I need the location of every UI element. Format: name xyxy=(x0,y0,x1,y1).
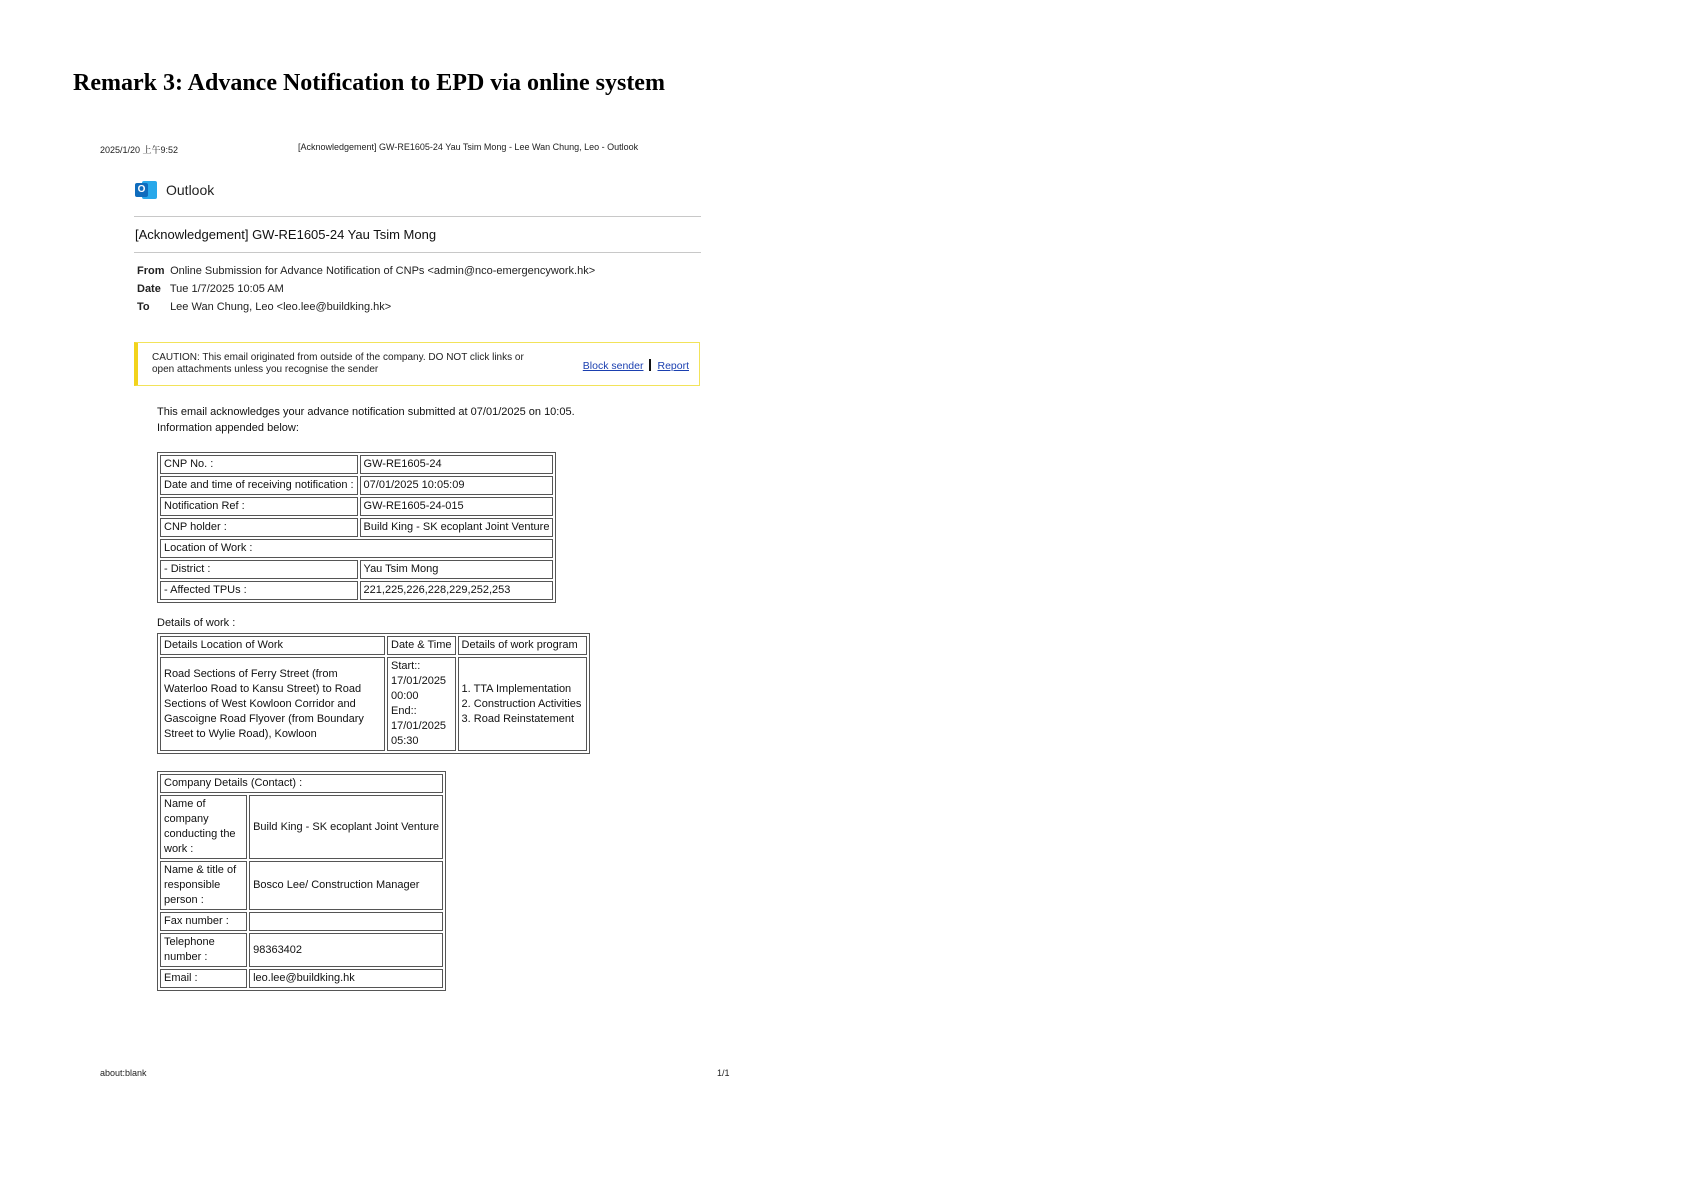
end-date: 17/01/2025 xyxy=(391,720,447,732)
table-cell: CNP holder : xyxy=(160,518,358,537)
table-cell: Build King - SK ecoplant Joint Venture xyxy=(249,795,443,859)
caution-banner xyxy=(134,342,700,386)
table-cell: 98363402 xyxy=(249,933,443,967)
table-cell: Location of Work : xyxy=(160,539,553,558)
email-date-row xyxy=(137,283,284,295)
app-name: Outlook xyxy=(166,182,215,198)
start-time: 00:00 xyxy=(391,690,419,702)
cnp-info-table xyxy=(157,452,556,603)
table-cell: - Affected TPUs : xyxy=(160,581,358,600)
start-date: 17/01/2025 xyxy=(391,675,447,687)
table-row xyxy=(160,560,553,579)
table-cell: leo.lee@buildking.hk xyxy=(249,969,443,988)
body-line: This email acknowledges your advance notification submitted at 07/01/2025 on 10:05. xyxy=(157,406,575,418)
end-label: End:: xyxy=(391,705,417,717)
table-row xyxy=(160,657,587,751)
print-window-title: [Acknowledgement] GW-RE1605-24 Yau Tsim Mong - Lee Wan Chung, Leo - Outlook xyxy=(298,142,639,152)
to-label: To xyxy=(137,301,150,313)
divider xyxy=(134,216,701,217)
from-value: Online Submission for Advance Notification of CNPs <admin@nco-emergencywork.hk> xyxy=(170,265,596,277)
email-from-row xyxy=(137,265,595,277)
start-label: Start:: xyxy=(391,660,421,672)
table-cell: 07/01/2025 10:05:09 xyxy=(360,476,554,495)
to-value: Lee Wan Chung, Leo <leo.lee@buildking.hk> xyxy=(170,301,392,313)
email-body-intro xyxy=(157,404,575,436)
separator xyxy=(649,359,651,371)
table-cell: CNP No. : xyxy=(160,455,358,474)
table-row xyxy=(160,774,443,793)
table-cell: - District : xyxy=(160,560,358,579)
table-cell: Build King - SK ecoplant Joint Venture xyxy=(360,518,554,537)
table-cell: Road Sections of Ferry Street (from Waterloo Road to Kansu Street) to Road Sections of West Kowloon Corridor and Gascoigne Road Flyover (from Boundary Street to Wylie Road), Kowloon xyxy=(160,657,385,751)
table-cell: GW-RE1605-24 xyxy=(360,455,554,474)
table-row xyxy=(160,455,553,474)
table-cell: Email : xyxy=(160,969,247,988)
table-row xyxy=(160,933,443,967)
block-sender-link[interactable]: Block sender xyxy=(582,360,644,372)
table-cell xyxy=(249,912,443,931)
table-cell: Date and time of receiving notification : xyxy=(160,476,358,495)
table-row xyxy=(160,581,553,600)
print-footer-page: 1/1 xyxy=(717,1068,730,1078)
body-line: Information appended below: xyxy=(157,422,299,434)
table-header-row xyxy=(160,636,587,655)
page-title: Remark 3: Advance Notification to EPD via online system xyxy=(73,70,665,96)
table-row xyxy=(160,795,443,859)
table-cell: Telephone number : xyxy=(160,933,247,967)
table-header-cell: Date & Time xyxy=(387,636,456,655)
table-cell: Notification Ref : xyxy=(160,497,358,516)
email-subject: [Acknowledgement] GW-RE1605-24 Yau Tsim Mong xyxy=(135,227,437,242)
print-timestamp: 2025/1/20 上午9:52 xyxy=(100,145,179,155)
table-row xyxy=(160,476,553,495)
table-cell: Company Details (Contact) : xyxy=(160,774,443,793)
table-cell xyxy=(387,657,456,751)
print-footer-url: about:blank xyxy=(100,1068,147,1078)
date-value: Tue 1/7/2025 10:05 AM xyxy=(169,283,284,295)
table-cell: Bosco Lee/ Construction Manager xyxy=(249,861,443,910)
table-cell: Yau Tsim Mong xyxy=(360,560,554,579)
table-row xyxy=(160,518,553,537)
caution-text: CAUTION: This email originated from outside of the company. DO NOT click links or open attachments unless you recognise the sender xyxy=(152,352,524,375)
table-cell: Name of company conducting the work : xyxy=(160,795,247,859)
from-label: From xyxy=(137,265,165,277)
table-row xyxy=(160,969,443,988)
email-to-row xyxy=(137,301,391,313)
work-details-heading: Details of work : xyxy=(157,617,236,629)
outlook-brand xyxy=(135,180,214,200)
table-cell: Name & title of responsible person : xyxy=(160,861,247,910)
table-cell: Fax number : xyxy=(160,912,247,931)
table-header-cell: Details of work program xyxy=(458,636,587,655)
table-header-cell: Details Location of Work xyxy=(160,636,385,655)
table-row xyxy=(160,912,443,931)
table-cell: 1. TTA Implementation 2. Construction Activities 3. Road Reinstatement xyxy=(458,657,587,751)
report-link[interactable]: Report xyxy=(657,360,689,372)
table-row xyxy=(160,539,553,558)
table-row xyxy=(160,861,443,910)
work-details-table xyxy=(157,633,590,754)
table-row xyxy=(160,497,553,516)
end-time: 05:30 xyxy=(391,735,419,747)
caution-actions xyxy=(583,359,689,372)
table-cell: GW-RE1605-24-015 xyxy=(360,497,554,516)
table-cell: 221,225,226,228,229,252,253 xyxy=(360,581,554,600)
outlook-logo-icon: O xyxy=(135,180,157,200)
divider xyxy=(134,252,701,253)
company-details-table xyxy=(157,771,446,991)
date-label: Date xyxy=(137,283,161,295)
